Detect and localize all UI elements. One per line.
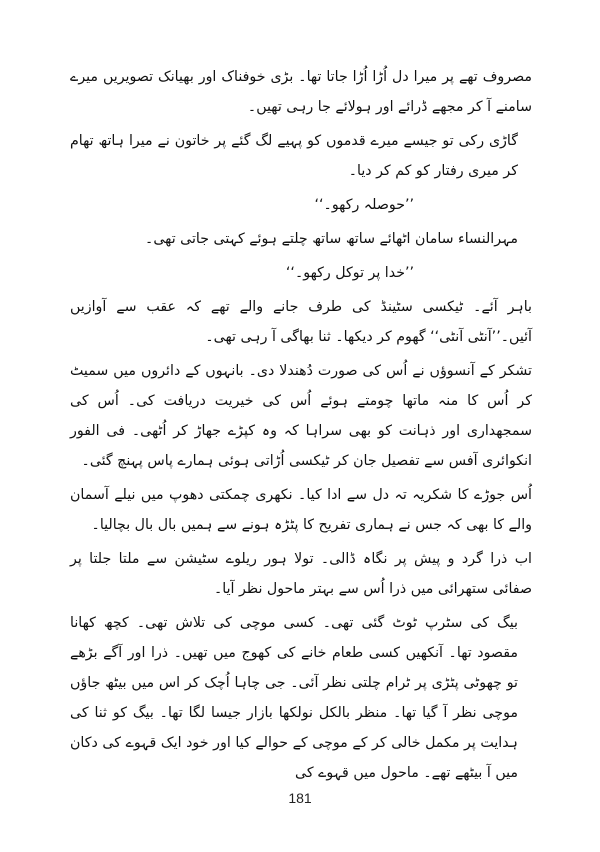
page-text-block	[70, 62, 532, 792]
paragraph: گاڑی رکی تو جیسے میرے قدموں کو پہیے لگ گئے پر خاتون نے میرا ہاتھ تھام کر میری رفتار کو کم کر دیا۔	[70, 133, 518, 179]
paragraph: مہرالنساء سامان اٹھائے ساتھ ساتھ چلتے ہوئے کہتی جاتی تھی۔	[145, 231, 518, 247]
paragraph: بیگ کی سٹرپ ٹوٹ گئی تھی۔ کسی موچی کی تلاش تھی۔ کچھ کھانا مقصود تھا۔ آنکھیں کسی طعام خانے کی کھوج میں تھیں۔ ذرا اور آگے بڑھے تو چھوٹی پٹڑی پر ٹرام چلتی نظر آئی۔ جی چاہا اُچک کر اس میں بیٹھ جاؤں موچی نظر آ گیا تھا۔ منظر بالکل نولکھا بازار جیسا لگا تھا۔ بیگ کو ثنا کی ہدایت پر مکمل خالی کر کے موچی کے حوالے کیا اور خود ایک قہوے کی دکان میں آ بیٹھے تھے۔ ماحول میں قہوے کی	[70, 615, 518, 781]
page-number: 181	[288, 790, 312, 806]
quoted-line: ’’خدا پر توکل رکھو۔‘‘	[285, 265, 414, 281]
paragraph: مصروف تھے پر میرا دل اُڑا اُڑا جاتا تھا۔ بڑی خوفناک اور بھیانک تصویریں میرے سامنے آ کر مجھے ڈرائے اور ہولائے جا رہی تھیں۔	[70, 69, 532, 115]
paragraph: اب ذرا گرد و پیش پر نگاہ ڈالی۔ تولا ہور ریلوے سٹیشن سے ملتا جلتا پر صفائی ستھرائی میں ذرا اُس سے بہتر ماحول نظر آیا۔	[70, 551, 532, 597]
quoted-line: ’’حوصلہ رکھو۔‘‘	[314, 197, 414, 213]
paragraph: تشکر کے آنسوؤں نے اُس کی صورت دُھندلا دی۔ بانہوں کے دائروں میں سمیٹ کر اُس کا منہ ماتھا چومتے ہوئے اُس کی خیریت دریافت کی۔ اُس کی سمجھداری اور ذہانت کو بھی سراہا کہ وہ کپڑے جھاڑ کر اُٹھی۔ فی الفور انکوائری آفس سے تفصیل جان کر ٹیکسی اُڑاتی ہوئی ہمارے پاس پہنچ گئی۔	[70, 363, 532, 469]
paragraph: باہر آئے۔ ٹیکسی سٹینڈ کی طرف جانے والے تھے کہ عقب سے آوازیں آئیں۔’’آنٹی آنٹی‘‘ گھوم کر دیکھا۔ ثنا بھاگی آ رہی تھی۔	[70, 299, 532, 345]
paragraph: اُس جوڑے کا شکریہ تہ دل سے ادا کیا۔ نکھری چمکتی دھوپ میں نیلے آسمان والے کا بھی کہ جس نے ہماری تفریح کا پٹڑہ ہونے سے ہمیں بال بال بچالیا۔	[70, 487, 532, 533]
